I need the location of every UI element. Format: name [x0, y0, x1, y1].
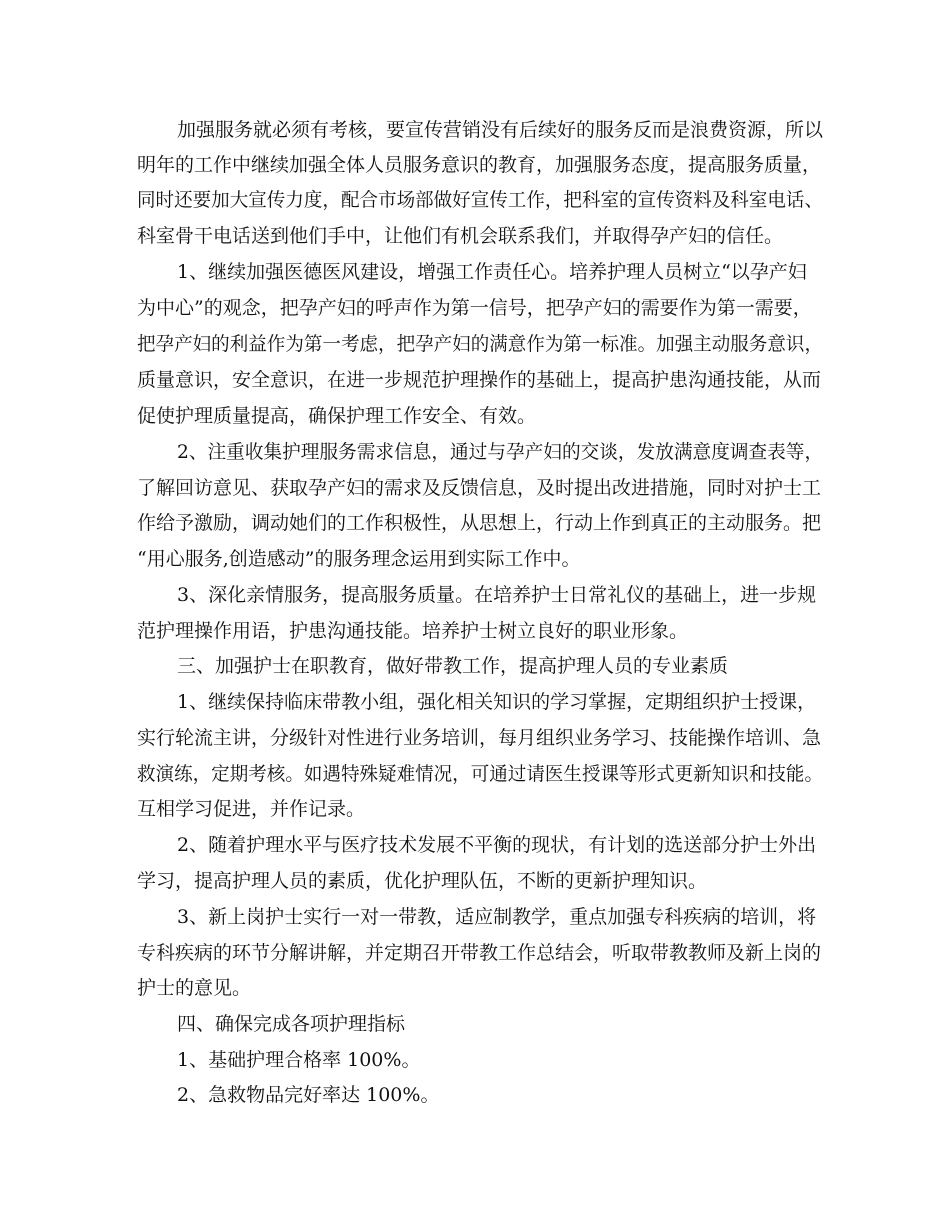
text-line: 质量意识，安全意识，在进一步规范护理操作的基础上，提高护患沟通技能，从而 — [137, 369, 822, 391]
text-line: 作给予激励，调动她们的工作积极性，从思想上，行动上作到真正的主动服务。把 — [137, 512, 822, 534]
text-line: 3、深化亲情服务，提高服务质量。在培养护士日常礼仪的基础上，进一步规 — [177, 584, 817, 606]
text-line: 互相学习促进，并作记录。 — [137, 798, 366, 820]
text-line: 为中心”的观念，把孕产妇的呼声作为第一信号，把孕产妇的需要作为第一需要， — [137, 297, 812, 319]
text-line: 实行轮流主讲，分级针对性进行业务培训，每月组织业务学习、技能操作培训、急 — [137, 727, 822, 749]
text-line: 科室骨干电话送到他们手中，让他们有机会联系我们，并取得孕产妇的信任。 — [137, 225, 784, 247]
text-line: 学习，提高护理人员的素质，优化护理队伍，不断的更新护理知识。 — [137, 870, 708, 892]
text-line: 专科疾病的环节分解讲解，并定期召开带教工作总结会，听取带教教师及新上岗的 — [137, 942, 822, 964]
text-line: 护士的意见。 — [137, 977, 252, 999]
text-line: 把孕产妇的利益作为第一考虑，把孕产妇的满意作为第一标准。加强主动服务意识， — [137, 333, 824, 355]
text-line: 范护理操作用语，护患沟通技能。培养护士树立良好的职业形象。 — [137, 620, 689, 642]
text-line: 同时还要加大宣传力度，配合市场部做好宣传工作，把科室的宣传资料及科室电话、 — [137, 189, 824, 211]
text-line: 明年的工作中继续加强全体人员服务意识的教育，加强服务态度，提高服务质量， — [137, 154, 822, 176]
text-line: 2、急救物品完好率达 100%。 — [177, 1084, 440, 1106]
text-line: 加强服务就必须有考核，要宣传营销没有后续好的服务反而是浪费资源，所以 — [177, 119, 824, 141]
text-line: 2、随着护理水平与医疗技术发展不平衡的现状，有计划的选送部分护士外出 — [177, 834, 817, 856]
section-heading: 四、确保完成各项护理指标 — [177, 1013, 406, 1035]
text-line: 1、基础护理合格率 100%。 — [177, 1049, 421, 1071]
text-line: “用心服务,创造感动”的服务理念运用到实际工作中。 — [137, 548, 581, 570]
section-heading: 三、加强护士在职教育，做好带教工作，提高护理人员的专业素质 — [177, 655, 729, 677]
text-line: 了解回访意见、获取孕产妇的需求及反馈信息，及时提出改进措施，同时对护士工 — [137, 477, 822, 499]
text-line: 1、继续加强医德医风建设，增强工作责任心。培养护理人员树立“以孕产妇 — [177, 261, 807, 283]
text-line: 救演练，定期考核。如遇特殊疑难情况，可通过请医生授课等形式更新知识和技能。 — [137, 763, 824, 785]
text-line: 促使护理质量提高，确保护理工作安全、有效。 — [137, 405, 537, 427]
text-line: 2、注重收集护理服务需求信息，通过与孕产妇的交谈，发放满意度调查表等， — [177, 441, 824, 463]
text-line: 3、新上岗护士实行一对一带教，适应制教学，重点加强专科疾病的培训，将 — [177, 906, 817, 928]
text-line: 1、继续保持临床带教小组，强化相关知识的学习掌握，定期组织护士授课， — [177, 691, 817, 713]
